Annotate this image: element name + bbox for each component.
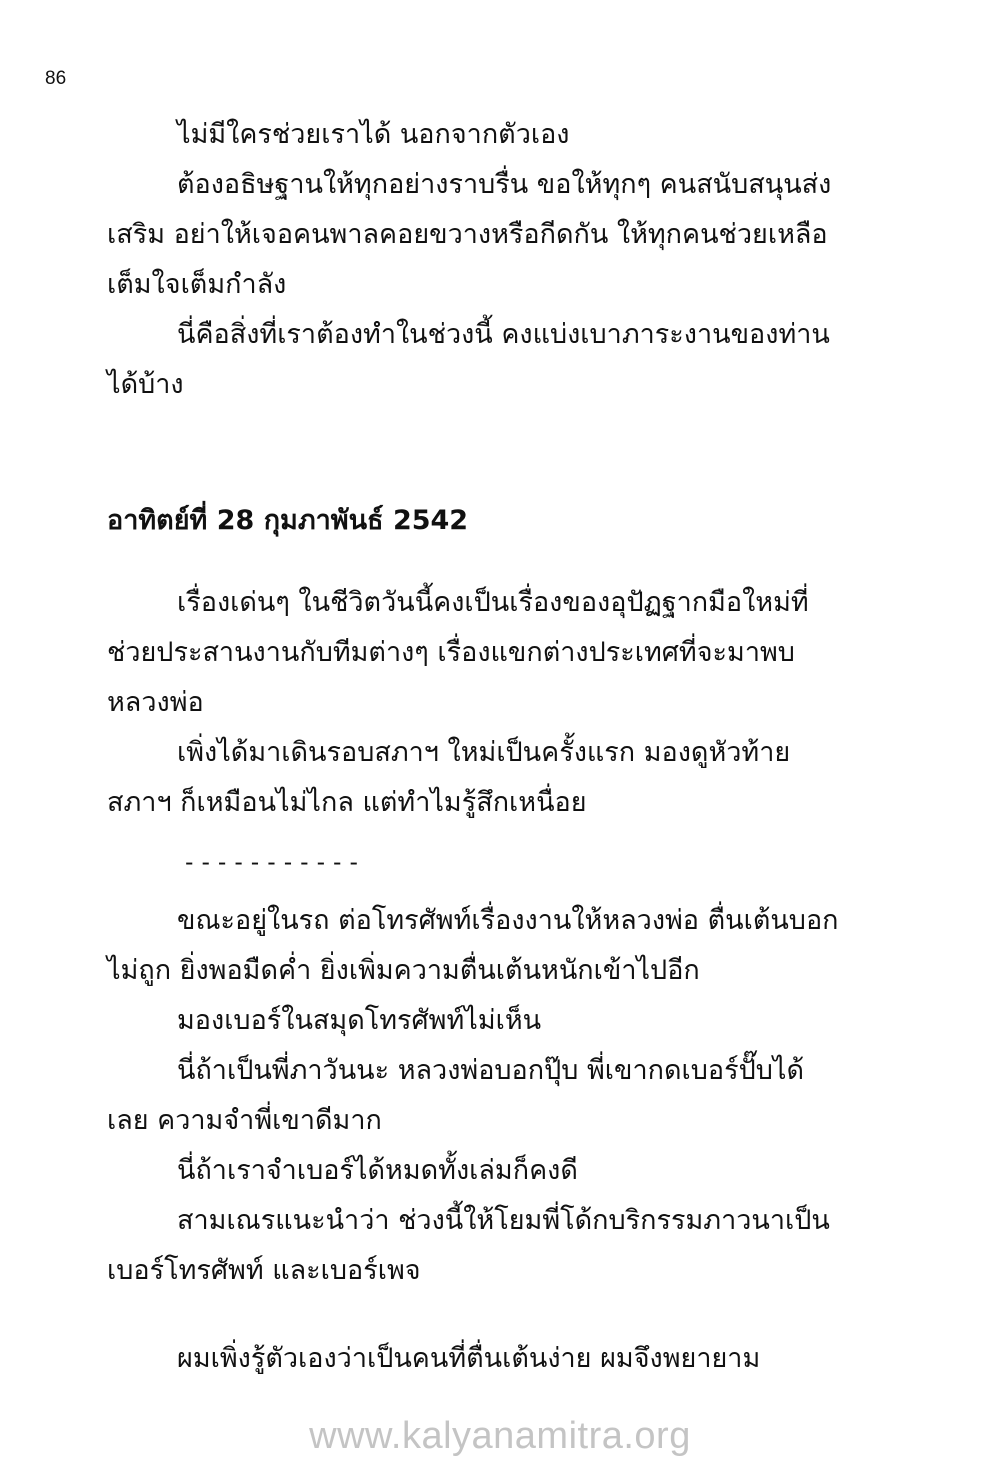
text-block-intro [107,110,840,410]
paragraph: ไม่มีใครช่วยเราได้ นอกจากตัวเอง [177,119,570,150]
paragraph: ขณะอยู่ในรถ ต่อโทรศัพท์เรื่องงานให้หลวงพ่อ ตื่นเต้นบอกไม่ถูก ยิ่งพอมืดค่ำ ยิ่งเพิ่มความตื่นเต้นหนักเข้าไปอีก [107,905,839,986]
text-block-entry [107,578,840,828]
section-separator: ----------- [182,848,363,876]
paragraph: นี่ถ้าเป็นพี่ภาวันนะ หลวงพ่อบอกปุ๊บ พี่เขากดเบอร์ปั๊บได้เลย ความจำพี่เขาดีมาก [107,1055,804,1136]
date-heading: อาทิตย์ที่ 28 กุมภาพันธ์ 2542 [107,505,469,536]
text-block-continuation [107,1334,840,1384]
paragraph: เรื่องเด่นๆ ในชีวิตวันนี้คงเป็นเรื่องของอุปัฏฐากมือใหม่ที่ช่วยประสานงานกับทีมต่างๆ เรื่องแขกต่างประเทศที่จะมาพบหลวงพ่อ [107,587,809,718]
paragraph: สามเณรแนะนำว่า ช่วงนี้ให้โยมพี่โด้กบริกรรมภาวนาเป็นเบอร์โทรศัพท์ และเบอร์เพจ [107,1205,830,1286]
text-block-phone [107,896,840,1296]
paragraph: มองเบอร์ในสมุดโทรศัพท์ไม่เห็น [177,1005,542,1036]
paragraph: นี่คือสิ่งที่เราต้องทำในช่วงนี้ คงแบ่งเบาภาระงานของท่านได้บ้าง [107,319,830,400]
paragraph: ผมเพิ่งรู้ตัวเองว่าเป็นคนที่ตื่นเต้นง่าย ผมจึงพยายาม [177,1343,761,1374]
paragraph: เพิ่งได้มาเดินรอบสภาฯ ใหม่เป็นครั้งแรก มองดูหัวท้ายสภาฯ ก็เหมือนไม่ไกล แต่ทำไมรู้สึกเหนื่อย [107,737,791,818]
paragraph: นี่ถ้าเราจำเบอร์ได้หมดทั้งเล่มก็คงดี [177,1155,578,1186]
watermark-url: www.kalyanamitra.org [309,1415,691,1457]
paragraph: ต้องอธิษฐานให้ทุกอย่างราบรื่น ขอให้ทุกๆ คนสนับสนุนส่งเสริม อย่าให้เจอคนพาลคอยขวางหรือกีดกัน ให้ทุกคนช่วยเหลือเต็มใจเต็มกำลัง [107,169,832,300]
page-number: 86 [45,68,67,89]
